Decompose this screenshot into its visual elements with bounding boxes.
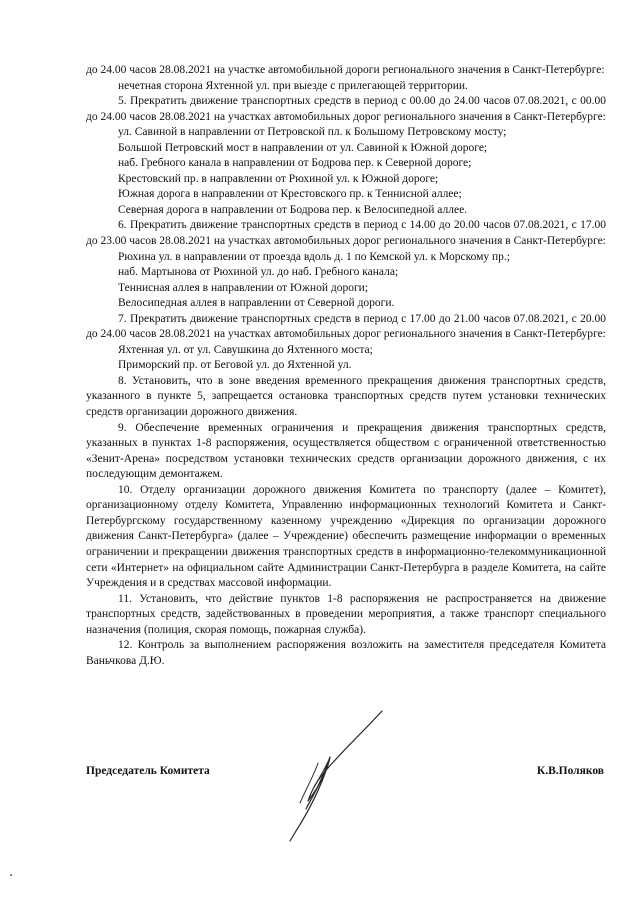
paragraph: Большой Петровский мост в направлении от ул. Савиной к Южной дороге; bbox=[118, 141, 488, 154]
paragraph: Яхтенная ул. от ул. Савушкина до Яхтенного моста; bbox=[118, 343, 373, 356]
paragraph: нечетная сторона Яхтенной ул. при выезде с прилегающей территории. bbox=[118, 79, 468, 92]
paragraph: ул. Савиной в направлении от Петровской пл. к Большому Петровскому мосту; bbox=[118, 126, 507, 139]
paragraph: 11. Установить, что действие пунктов 1-8 распоряжения не распространяется на движение транспортных средств, задействованных в проведении мероприятия, а также транспорт специального назначения (полиция, скорая помощь, пожарная служба). bbox=[86, 592, 606, 636]
paragraph: Приморский пр. от Беговой ул. до Яхтенной ул. bbox=[118, 359, 352, 372]
paragraph: 6. Прекратить движение транспортных средств в период с 14.00 до 20.00 часов 07.08.2021, с 17.00 до 23.00 часов 28.08.2021 на участках автомобильных дорог регионального значения в Санкт-Петербурге: bbox=[86, 219, 606, 248]
paragraph: Северная дорога в направлении от Бодрова пер. к Велосипедной аллее. bbox=[118, 203, 468, 216]
paragraph: Рюхина ул. в направлении от проезда вдоль д. 1 по Кемской ул. к Морскому пр.; bbox=[118, 250, 510, 263]
paragraph: 12. Контроль за выполнением распоряжения возложить на заместителя председателя Комитета Ваньчкова Д.Ю. bbox=[86, 639, 606, 667]
paragraph: Велосипедная аллея в направлении от Северной дороги. bbox=[118, 297, 395, 310]
signatory-name: К.В.Поляков bbox=[536, 765, 604, 777]
paragraph: Крестовский пр. в направлении от Рюхиной ул. к Южной дороге; bbox=[118, 172, 439, 185]
document-body bbox=[86, 63, 606, 669]
paragraph: 10. Отделу организации дорожного движения Комитета по транспорту (далее – Комитет), организационному отделу Комитета, Управлению информационных технологий Комитета и Санкт-Петербургскому государственному казенному учреждению «Дирекция по организации дорожного движения Санкт-Петербурга» (далее – Учреждение) обеспечить размещение информации о временных ограничении и прекращении движения транспортных средств в информационно-телекоммуникационной сети «Интернет» на официальном сайте Администрации Санкт-Петербурга в разделе Комитета, на сайте Учреждения и в средствах массовой информации. bbox=[86, 483, 606, 590]
paragraph: до 24.00 часов 28.08.2021 на участке автомобильной дороги регионального значения в Санкт-Петербурге: bbox=[86, 64, 605, 76]
paragraph: наб. Гребного канала в направлении от Бодрова пер. к Северной дороге; bbox=[118, 157, 472, 170]
handwritten-signature bbox=[270, 705, 400, 845]
scan-speck bbox=[10, 874, 12, 876]
paragraph: 8. Установить, что в зоне введения временного прекращения движения транспортных средств, указанного в пункте 5, запрещается остановка транспортных средств путем установки технических средств организации дорожного движения. bbox=[86, 374, 606, 419]
paragraph: Южная дорога в направлении от Крестовского пр. к Теннисной аллее; bbox=[118, 188, 462, 201]
paragraph: Теннисная аллея в направлении от Южной дороги; bbox=[118, 281, 369, 294]
paragraph: 7. Прекратить движение транспортных средств в период с 17.00 до 21.00 часов 07.08.2021, с 20.00 до 24.00 часов 28.08.2021 на участках автомобильных дорог регионального значения в Санкт-Петербурге: bbox=[86, 312, 606, 341]
paragraph: 9. Обеспечение временных ограничения и прекращения движения транспортных средств, указанных в пунктах 1-8 распоряжения, осуществляется обществом с ограниченной ответственностью «Зенит-Арена» посредством установки технических средств организации дорожного движения, с их последующим демонтажем. bbox=[86, 421, 606, 481]
paragraph: 5. Прекратить движение транспортных средств в период с 00.00 до 24.00 часов 07.08.2021, с 00.00 до 24.00 часов 28.08.2021 на участках автомобильных дорог регионального значения в Санкт-Петербурге: bbox=[86, 95, 606, 123]
signatory-title: Председатель Комитета bbox=[86, 765, 210, 777]
paragraph: наб. Мартынова от Рюхиной ул. до наб. Гребного канала; bbox=[118, 266, 399, 279]
